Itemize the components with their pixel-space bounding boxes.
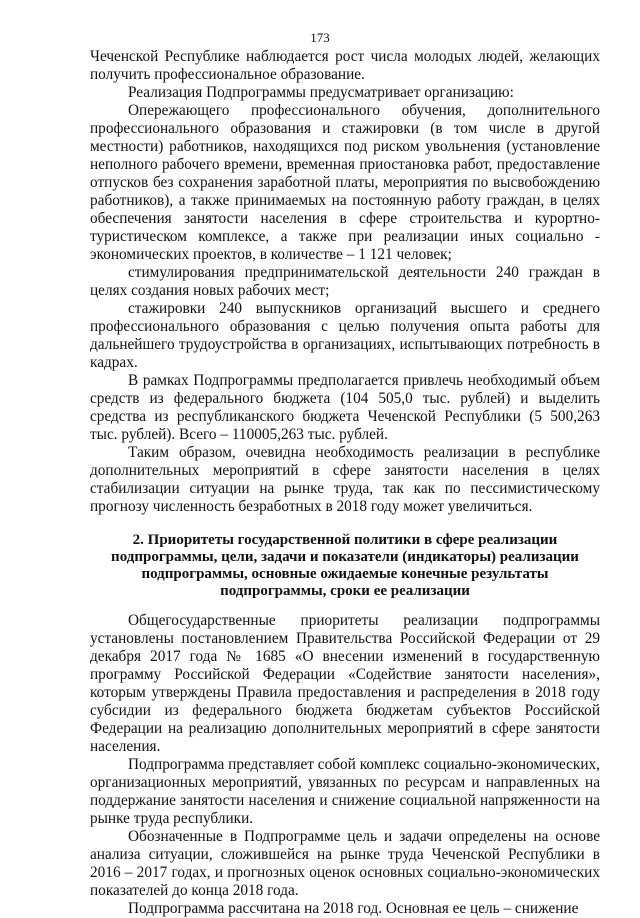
paragraph: Таким образом, очевидна необходимость реализации в республике дополнительных мероприятий в сфере занятости населения в целях стабилизации ситуации на рынке труда, так как по пессимистическому прогнозу численность безработных в 2018 году может увеличиться. <box>90 444 600 515</box>
paragraph: стажировки 240 выпускников организаций высшего и среднего профессионального образования с целью получения опыта работы для дальнейшего трудоустройства в организациях, испытывающих потребность в кадрах. <box>90 300 600 371</box>
section-heading: 2. Приоритеты государственной политики в сфере реализации подпрограммы, цели, задачи и показатели (индикаторы) реализации подпрограммы, основные ожидаемые конечные результаты подпрограммы, сроки ее реализации <box>111 532 579 599</box>
paragraph: Опережающего профессионального обучения, дополнительного профессионального образования и стажировки (в том числе в другой местности) работников, находящихся под риском увольнения (установление неполного рабочего времени, временная приостановка работ, предоставление отпусков без сохранения заработной платы, мероприятия по высвобождению работников), а также принимаемых на постоянную работу граждан, в целях обеспечения занятости населения в сфере строительства и курортно-туристическом комплексе, а также при реализации иных социально - экономических проектов, в количестве – 1 121 человек; <box>90 102 600 263</box>
paragraph: Чеченской Республике наблюдается рост числа молодых людей, желающих получить профессиональное образование. <box>90 48 600 83</box>
page-number: 173 <box>310 30 330 45</box>
paragraph: Подпрограмма представляет собой комплекс социально-экономических, организационных мероприятий, увязанных по ресурсам и направленных на поддержание занятости населения и снижение социальной напряженности на рынке труда республики. <box>90 756 600 827</box>
paragraph: Реализация Подпрограммы предусматривает организацию: <box>128 84 514 101</box>
paragraph: Общегосударственные приоритеты реализации подпрограммы установлены постановлением Правительства Российской Федерации от 29 декабря 2017 года № 1685 «О внесении изменений в государственную программу Российской Федерации «Содействие занятости населения», которым утверждены Правила предоставления и распределения в 2018 году субсидии из федерального бюджета бюджетам субъектов Российской Федерации на реализацию дополнительных мероприятий в сфере занятости населения. <box>90 612 600 755</box>
paragraph: стимулирования предпринимательской деятельности 240 граждан в целях создания новых рабочих мест; <box>90 264 600 299</box>
paragraph: Подпрограмма рассчитана на 2018 год. Основная ее цель – снижение <box>128 900 579 917</box>
document-body <box>90 48 600 918</box>
paragraph: Обозначенные в Подпрограмме цель и задачи определены на основе анализа ситуации, сложившейся на рынке труда Чеченской Республики в 2016 – 2017 годах, и прогнозных оценок основных социально-экономических показателей до конца 2018 года. <box>90 828 600 899</box>
paragraph: В рамках Подпрограммы предполагается привлечь необходимый объем средств из федерального бюджета (104 505,0 тыс. рублей) и выделить средства из республиканского бюджета Чеченской Республики (5 500,263 тыс. рублей). Всего – 110005,263 тыс. рублей. <box>90 372 600 443</box>
